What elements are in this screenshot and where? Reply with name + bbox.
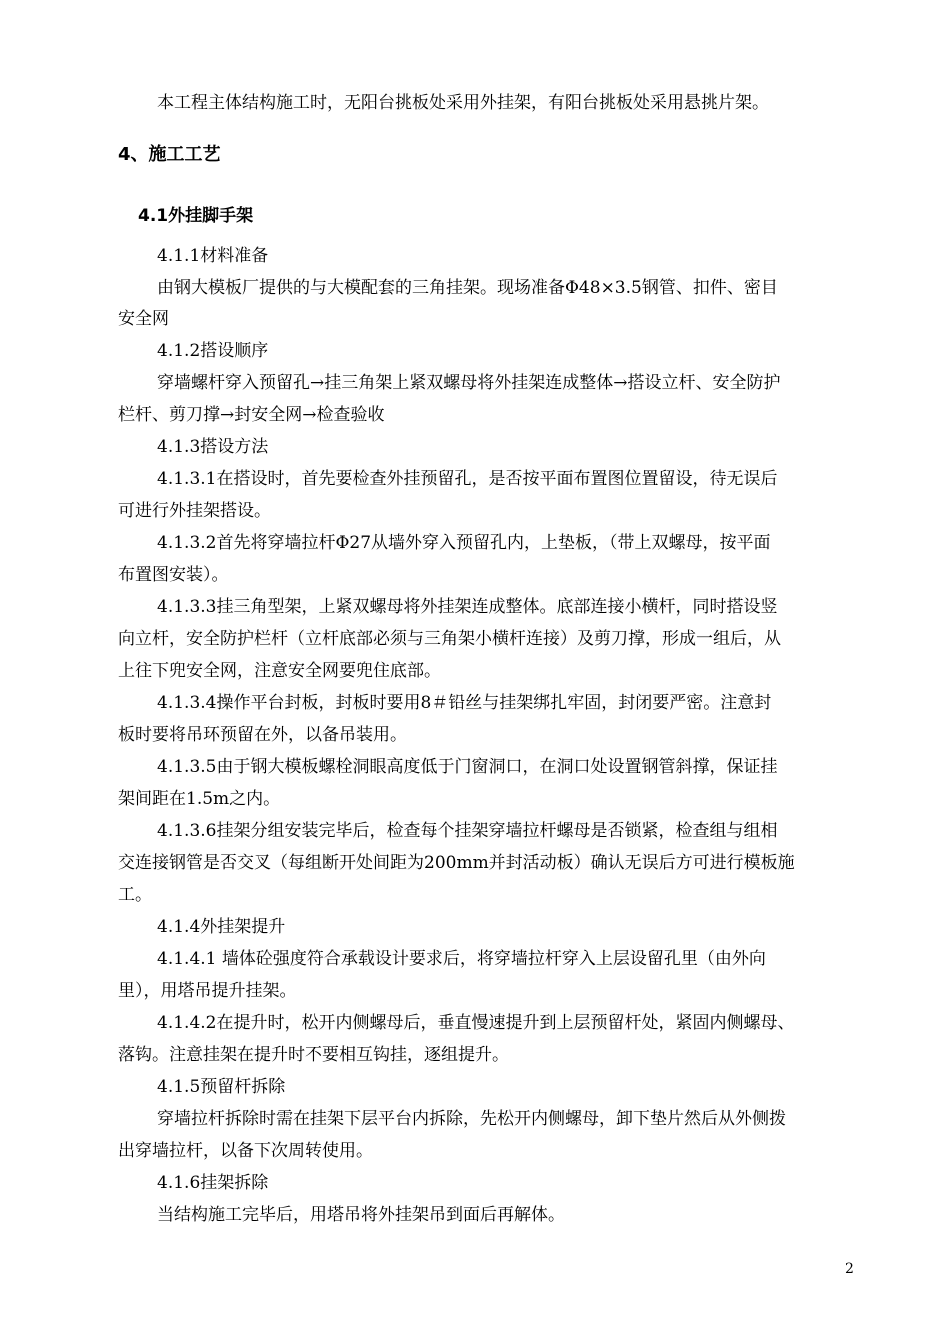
paragraph-line: 4.1.4.2在提升时，松开内侧螺母后，垂直慢速提升到上层预留杆处，紧固内侧螺母、	[157, 1013, 795, 1033]
intro-paragraph: 本工程主体结构施工时，无阳台挑板处采用外挂架，有阳台挑板处采用悬挑片架。	[157, 93, 769, 113]
paragraph-line: 上往下兜安全网，注意安全网要兜住底部。	[118, 661, 441, 681]
section-heading-4: 4、施工工艺	[118, 144, 221, 165]
subheading-4-1-4: 4.1.4外挂架提升	[157, 917, 286, 937]
paragraph-line: 布置图安装）。	[118, 565, 229, 585]
paragraph-line: 可进行外挂架搭设。	[118, 501, 271, 521]
paragraph-line: 4.1.3.5由于钢大模板螺栓洞眼高度低于门窗洞口，在洞口处设置钢管斜撑，保证挂	[157, 757, 778, 777]
paragraph-line: 穿墙螺杆穿入预留孔→挂三角架上紧双螺母将外挂架连成整体→搭设立杆、安全防护	[157, 373, 781, 393]
paragraph-line: 穿墙拉杆拆除时需在挂架下层平台内拆除，先松开内侧螺母，卸下垫片然后从外侧拨	[157, 1109, 786, 1129]
subheading-4-1-5: 4.1.5预留杆拆除	[157, 1077, 286, 1097]
paragraph-line: 向立杆，安全防护栏杆（立杆底部必须与三角架小横杆连接）及剪刀撑，形成一组后，从	[118, 629, 781, 649]
subheading-4-1-2: 4.1.2搭设顺序	[157, 341, 269, 361]
paragraph-line: 架间距在1.5m之内。	[118, 789, 281, 809]
paragraph-line: 出穿墙拉杆，以备下次周转使用。	[118, 1141, 373, 1161]
subheading-4-1-1: 4.1.1材料准备	[157, 246, 269, 266]
paragraph-line: 落钩。注意挂架在提升时不要相互钩挂，逐组提升。	[118, 1045, 509, 1065]
page-number: 2	[845, 1261, 854, 1277]
paragraph-line: 4.1.3.1在搭设时，首先要检查外挂预留孔，是否按平面布置图位置留设，待无误后	[157, 469, 778, 489]
paragraph-line: 4.1.3.6挂架分组安装完毕后，检查每个挂架穿墙拉杆螺母是否锁紧，检查组与组相	[157, 821, 778, 841]
subheading-4-1-3: 4.1.3搭设方法	[157, 437, 269, 457]
paragraph-line: 里），用塔吊提升挂架。	[118, 981, 297, 1001]
section-heading-4-1: 4.1外挂脚手架	[138, 206, 254, 226]
paragraph-line: 工。	[118, 885, 152, 905]
paragraph-line: 交连接钢管是否交叉（每组断开处间距为200mm并封活动板）确认无误后方可进行模板施	[118, 853, 795, 873]
paragraph-line: 板时要将吊环预留在外，以备吊装用。	[118, 725, 407, 745]
paragraph-line: 4.1.3.2首先将穿墙拉杆Φ27从墙外穿入预留孔内，上垫板，（带上双螺母，按平面	[157, 533, 771, 553]
paragraph-line: 安全网	[118, 309, 169, 329]
paragraph-line: 4.1.4.1 墙体砼强度符合承载设计要求后，将穿墙拉杆穿入上层设留孔里（由外向	[157, 949, 766, 969]
paragraph-line: 由钢大模板厂提供的与大模配套的三角挂架。现场准备Φ48×3.5钢管、扣件、密目	[157, 278, 778, 298]
paragraph-line: 4.1.3.4操作平台封板，封板时要用8＃铅丝与挂架绑扎牢固，封闭要严密。注意封	[157, 693, 772, 713]
paragraph-line: 栏杆、剪刀撑→封安全网→检查验收	[118, 405, 385, 425]
subheading-4-1-6: 4.1.6挂架拆除	[157, 1173, 269, 1193]
paragraph-line: 当结构施工完毕后，用塔吊将外挂架吊到面后再解体。	[157, 1205, 565, 1225]
paragraph-line: 4.1.3.3挂三角型架，上紧双螺母将外挂架连成整体。底部连接小横杆，同时搭设竖	[157, 597, 778, 617]
